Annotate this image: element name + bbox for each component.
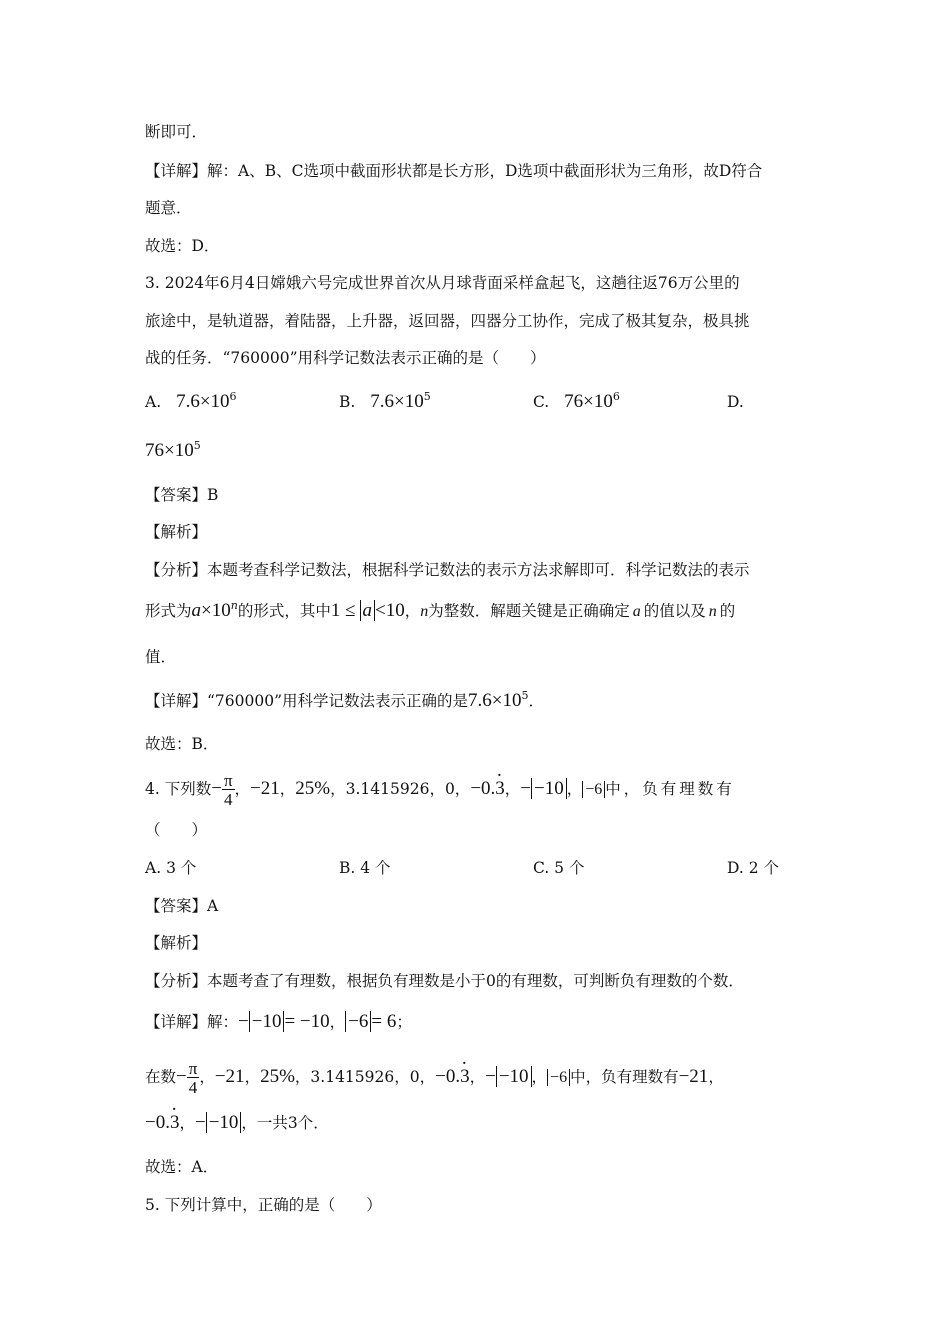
analysis-text: 【分析】本题考查科学记数法，根据科学记数法的表示方法求解即可．科学记数法的表示 <box>145 561 750 579</box>
separator: ， <box>244 1068 261 1086</box>
option-value: 7.6×10 <box>370 391 424 412</box>
answer-line: 【答案】B <box>145 486 219 504</box>
math-term: = 6 <box>371 1011 397 1032</box>
analysis-text: 值． <box>145 648 177 666</box>
math-term: − <box>176 1066 187 1087</box>
math-term: −21 <box>250 778 280 799</box>
repeating-digit: · 3 <box>495 778 505 800</box>
analysis-heading: 【解析】 <box>145 523 208 541</box>
option-value: 76×10 <box>145 440 194 461</box>
math-abs: −10 <box>249 1011 285 1032</box>
detail-line <box>145 1060 724 1096</box>
separator: ， <box>566 780 583 798</box>
separator: ， <box>199 1068 215 1086</box>
option-value: 4 个 <box>360 859 391 877</box>
option-value: 7.6×10 <box>176 391 230 412</box>
separator: ， <box>504 780 521 798</box>
math-term: 25% <box>260 1066 295 1087</box>
option-letter: C. <box>533 393 550 411</box>
text-run: 【详解】解： <box>145 1013 239 1031</box>
question-3-text: 旅途中，是轨道器，着陆器，上升器，返回器，四器分工协作，完成了极其复杂，极具挑 <box>145 312 750 330</box>
text-run: 在数 <box>145 1068 177 1086</box>
option-value: 2 个 <box>748 859 780 877</box>
separator: ， <box>234 780 251 798</box>
exponent: 5 <box>521 689 529 702</box>
conclusion-line: 故选：B． <box>145 735 219 753</box>
conclusion-line: 故选：A． <box>145 1158 219 1176</box>
text-run: 的形式，其中 <box>237 602 331 620</box>
math-term: −0. <box>470 778 496 799</box>
analysis-heading: 【解析】 <box>145 934 208 952</box>
text-run: ， <box>404 602 421 620</box>
repeating-digit: · 3 <box>460 1066 470 1088</box>
detail-line <box>145 1112 329 1134</box>
detail-line <box>145 1011 412 1033</box>
text-line: 故选：D． <box>145 237 220 255</box>
question-4-text <box>145 772 735 808</box>
q4-option-b <box>339 857 391 879</box>
math-abs: −6 <box>345 1011 371 1032</box>
q3-option-d-letter: D. <box>727 393 744 411</box>
fraction-denominator: 4 <box>188 1078 198 1097</box>
q4-option-a <box>145 857 196 879</box>
question-4-bracket: （ ） <box>145 821 208 839</box>
option-value: 3 个 <box>166 859 197 877</box>
exponent: n <box>230 599 238 612</box>
text-run: 形式为 <box>145 602 192 620</box>
math-abs: −6 <box>547 1069 570 1086</box>
math-abs: −10 <box>206 1112 242 1133</box>
math-var: a <box>632 603 641 620</box>
math-term: 7.6×10 <box>468 690 522 711</box>
text-run: 【详解】“760000”用科学记数法表示正确的是 <box>145 692 469 710</box>
fraction-denominator: 4 <box>223 790 233 809</box>
exponent: 5 <box>193 439 201 452</box>
q3-option-a <box>145 391 237 413</box>
option-letter: C. <box>533 859 550 877</box>
separator: ， <box>330 780 346 798</box>
option-value: 5 个 <box>554 859 585 877</box>
math-abs: −10 <box>496 1066 532 1087</box>
separator: ， <box>294 1068 311 1086</box>
question-3-text: 3. 2024年6月4日嫦娥六号完成世界首次从月球背面采样盒起飞，这趟往返76万公里的 <box>145 274 740 292</box>
separator: ， <box>179 1114 195 1132</box>
option-letter: B. <box>339 859 356 877</box>
math-abs: −10 <box>531 778 567 799</box>
math-term: −0. <box>435 1066 461 1087</box>
math-var: n <box>420 603 429 620</box>
math-term: −21 <box>678 1066 709 1087</box>
option-letter: A. <box>145 859 162 877</box>
separator: ， <box>708 1068 724 1086</box>
repeating-digit: · 3 <box>170 1112 180 1134</box>
text-run: 为整数．解题关键是正确确定 <box>428 602 630 620</box>
math-term: − <box>520 778 532 799</box>
question-3-text: 战的任务．“760000”用科学记数法表示正确的是（ ） <box>145 349 546 367</box>
text-run: 3.1415926，0， <box>310 1068 436 1086</box>
math-term: − <box>194 1112 206 1133</box>
fraction-numerator: π <box>188 1059 198 1078</box>
fraction-pi-over-4 <box>187 1060 200 1096</box>
math-term: 1 ≤ <box>330 600 356 621</box>
text-run: 中，负有理数有 <box>570 1068 679 1086</box>
q3-option-c <box>533 391 620 413</box>
separator: ， <box>329 1013 346 1031</box>
math-term: 25% <box>295 778 331 799</box>
math-term: = −10 <box>284 1011 330 1032</box>
analysis-text: 【分析】本题考查了有理数，根据负有理数是小于0的有理数，可判断负有理数的个数． <box>145 972 744 990</box>
option-letter: A. <box>145 393 162 411</box>
text-run: ； <box>396 1013 412 1031</box>
exponent: 6 <box>229 390 237 403</box>
q4-option-c <box>533 857 584 879</box>
fraction-pi-over-4 <box>222 772 235 808</box>
separator: ， <box>469 1068 486 1086</box>
math-term: ×10 <box>201 600 231 621</box>
math-term: −21 <box>214 1066 245 1087</box>
fraction-numerator: π <box>223 771 233 790</box>
text-run: ，一共3个． <box>241 1114 329 1132</box>
analysis-text <box>145 600 735 623</box>
separator: ， <box>279 780 296 798</box>
exponent: 5 <box>423 390 431 403</box>
text-run: ． <box>528 692 545 710</box>
text-line: 【详解】解：A、B、C选项中截面形状都是长方形，D选项中截面形状为三角形，故D符合 <box>145 162 763 180</box>
math-term: − <box>238 1011 249 1032</box>
answer-line: 【答案】A <box>145 897 219 915</box>
option-value: 76×10 <box>564 391 613 412</box>
text-run: 3.1415926，0， <box>345 780 471 798</box>
text-line: 断即可． <box>145 123 208 141</box>
text-run: 的值以及 <box>643 602 706 620</box>
text-run: 4. 下列数 <box>145 780 212 798</box>
detail-line <box>145 690 544 712</box>
separator: ， <box>531 1068 548 1086</box>
text-run: 的 <box>719 602 736 620</box>
q4-option-d <box>727 857 779 879</box>
math-var: a <box>191 600 202 621</box>
math-abs: a <box>360 600 376 621</box>
text-line: 题意． <box>145 199 192 217</box>
option-letter: B. <box>339 393 356 411</box>
q3-option-d-value <box>145 440 201 462</box>
math-term: − <box>485 1066 496 1087</box>
question-5-text: 5. 下列计算中，正确的是（ ） <box>145 1196 382 1214</box>
math-term: −0. <box>145 1112 170 1133</box>
text-run: 中，负有理数有 <box>605 780 735 798</box>
q3-option-b <box>339 391 431 413</box>
math-abs: −6 <box>582 781 605 798</box>
exponent: 6 <box>612 390 620 403</box>
math-term: − <box>211 778 222 799</box>
math-term: <10 <box>375 600 405 621</box>
option-letter: D. <box>727 859 744 877</box>
math-var: n <box>708 603 717 620</box>
